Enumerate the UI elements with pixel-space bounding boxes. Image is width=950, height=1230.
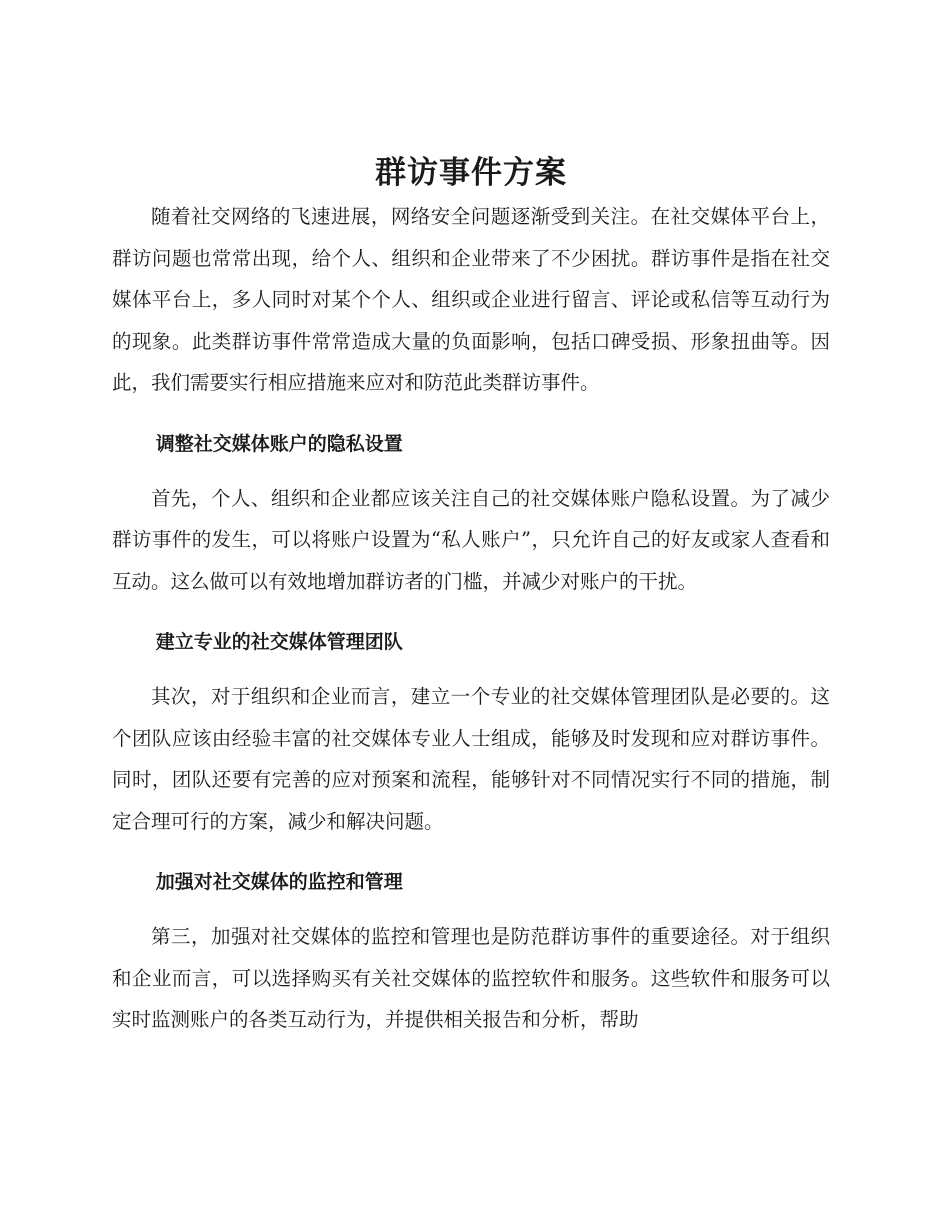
- section-paragraph: 第三，加强对社交媒体的监控和管理也是防范群访事件的重要途径。对于组织和企业而言，可以选择购买有关社交媒体的监控软件和服务。这些软件和服务可以实时监测账户的各类互动行为，并提供相关报告和分析，帮助: [112, 925, 830, 1031]
- section-heading: 调整社交媒体账户的隐私设置: [155, 432, 403, 455]
- document-title: 群访事件方案: [375, 155, 567, 191]
- section-heading: 建立专业的社交媒体管理团队: [155, 631, 403, 653]
- section-privacy-settings: [112, 430, 830, 603]
- section-monitoring: [112, 868, 830, 1041]
- section-paragraph: 首先，个人、组织和企业都应该关注自己的社交媒体账户隐私设置。为了减少群访事件的发生，可以将账户设置为“私人账户”，只允许自己的好友或家人查看和互动。这么做可以有效地增加群访者的门槛，并减少对账户的干扰。: [112, 486, 830, 593]
- section-heading: 加强对社交媒体的监控和管理: [155, 871, 403, 893]
- document-page: [112, 150, 830, 1041]
- section-management-team: [112, 628, 830, 842]
- section-paragraph: 其次，对于组织和企业而言，建立一个专业的社交媒体管理团队是必要的。这个团队应该由经验丰富的社交媒体专业人士组成，能够及时发现和应对群访事件。同时，团队还要有完善的应对预案和流程，能够针对不同情况实行不同的措施，制定合理可行的方案，减少和解决问题。: [112, 685, 830, 833]
- intro-paragraph: 随着社交网络的飞速进展，网络安全问题逐渐受到关注。在社交媒体平台上，群访问题也常常出现，给个人、组织和企业带来了不少困扰。群访事件是指在社交媒体平台上，多人同时对某个个人、组织或企业进行留言、评论或私信等互动行为的现象。此类群访事件常常造成大量的负面影响，包括口碑受损、形象扭曲等。因此，我们需要实行相应措施来应对和防范此类群访事件。: [112, 205, 830, 394]
